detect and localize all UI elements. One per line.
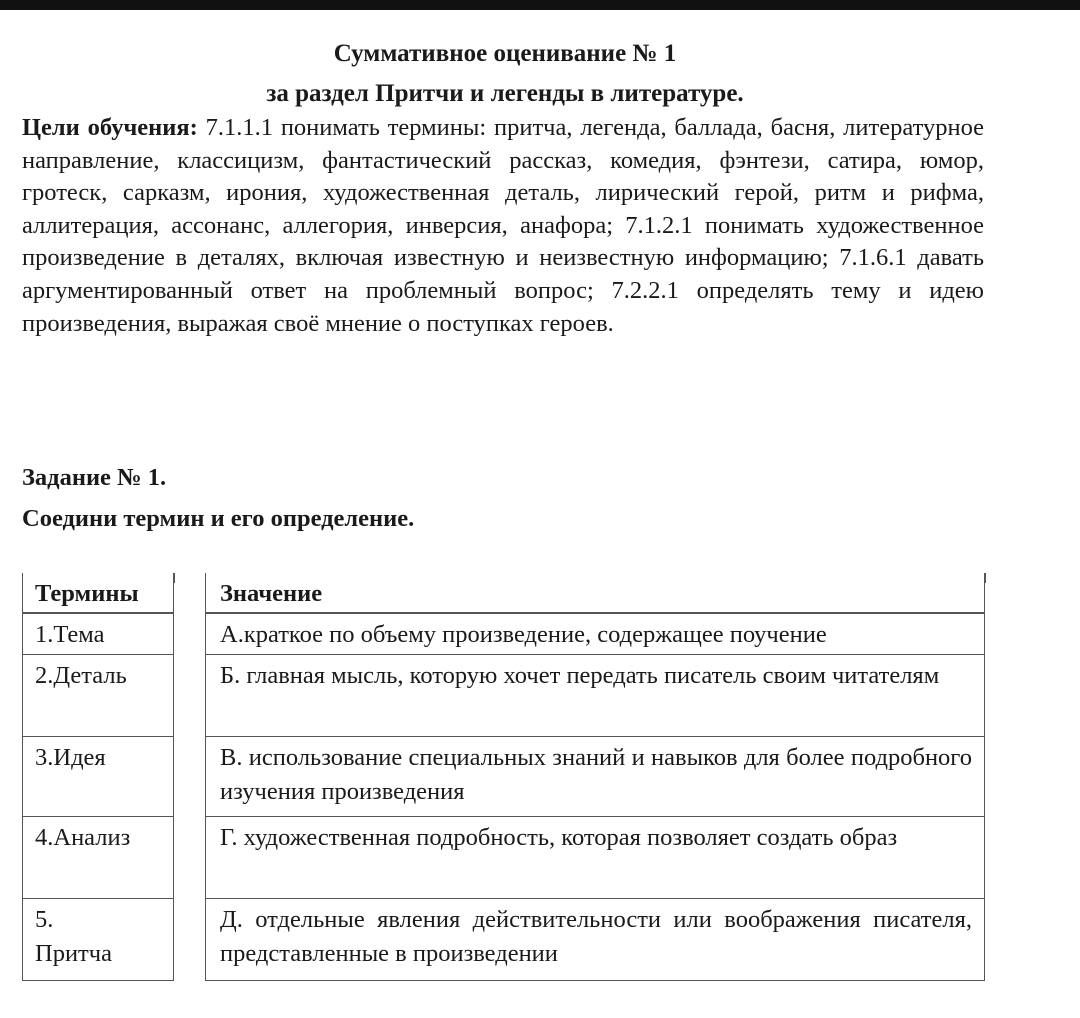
table-edge-line <box>174 573 175 583</box>
meaning-cell: Д. отдельные явления действительности или воображения писателя, представленные в произведении <box>205 899 985 981</box>
learning-goals-label: Цели обучения: <box>22 114 198 141</box>
learning-goals-paragraph <box>22 112 984 340</box>
term-cell: 5. Притча <box>22 899 174 981</box>
meaning-cell: А.краткое по объему произведение, содержащее поучение <box>205 613 985 655</box>
terms-table <box>22 573 174 981</box>
task-instruction: Соедини термин и его определение. <box>22 505 415 532</box>
table-edge-line <box>985 573 986 583</box>
term-cell: 1.Тема <box>22 613 174 655</box>
meaning-cell: В. использование специальных знаний и навыков для более подробного изучения произведения <box>205 737 985 817</box>
term-cell: 4.Анализ <box>22 817 174 899</box>
meanings-table <box>205 573 985 981</box>
document-title: Суммативное оценивание № 1 <box>333 40 677 67</box>
meaning-cell: Г. художественная подробность, которая позволяет создать образ <box>205 817 985 899</box>
term-cell: 2.Деталь <box>22 655 174 737</box>
meaning-cell: Б. главная мысль, которую хочет передать писатель своим читателям <box>205 655 985 737</box>
top-border-bar <box>0 0 1080 10</box>
document-subtitle: за раздел Притчи и легенды в литературе. <box>266 80 744 107</box>
terms-header: Термины <box>22 573 174 613</box>
task-title: Задание № 1. <box>22 464 167 491</box>
term-cell: 3.Идея <box>22 737 174 817</box>
meaning-header: Значение <box>205 573 985 613</box>
learning-goals-text: 7.1.1.1 понимать термины: притча, легенда, баллада, басня, литературное направление, классицизм, фантастический рассказ, комедия, фэнтези, сатира, юмор, гротеск, сарказм, ирония, художественная деталь, лирический герой, ритм и рифма, аллитерация, ассонанс, аллегория, инверсия, анафора; 7.1.2.1 понимать художественное произведение в деталях, включая известную и неизвестную информацию; 7.1.6.1 давать аргументированный ответ на проблемный вопрос; 7.2.2.1 определять тему и идею произведения, выражая своё мнение о поступках героев. <box>22 114 984 337</box>
